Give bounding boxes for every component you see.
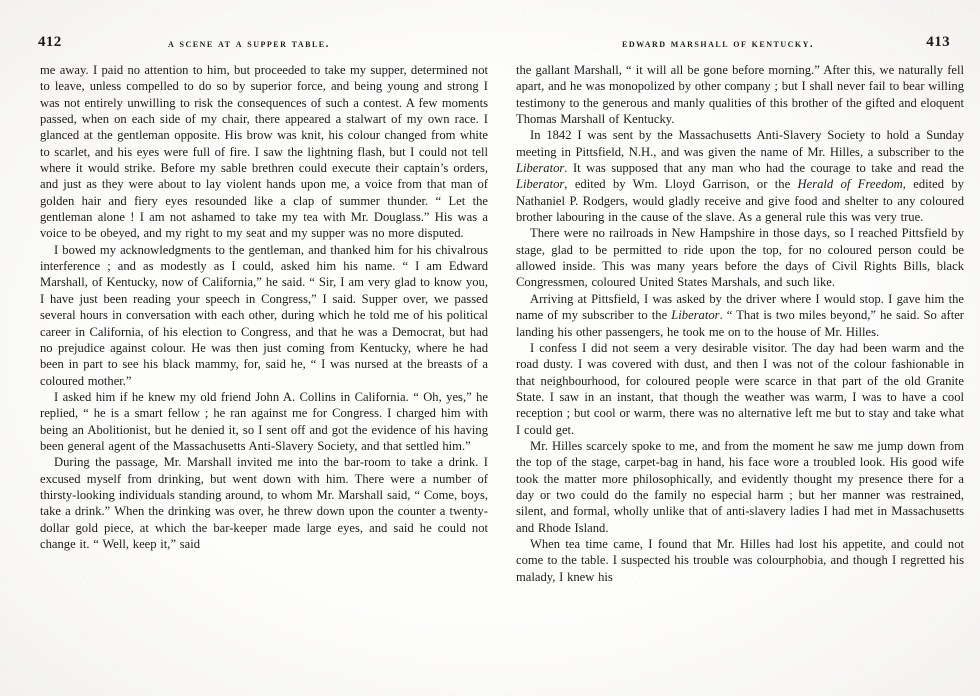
paragraph: In 1842 I was sent by the Massachusetts Anti-Slavery Society to hold a Sunday meeting in Pittsfield, N.H., and was given the name of Mr. Hilles, a subscriber to the Liberator. It was supposed that any man who had the courage to take and read the Liberator, edited by Wm. Lloyd Garrison, or the Herald of Freedom, edited by Nathaniel P. Rodgers, would gladly receive and give food and shelter to any coloured brother labouring in the cause of the slave. As a general rule this was very true. xyxy=(516,128,964,225)
paragraph: There were no railroads in New Hampshire in those days, so I reached Pittsfield by stage, glad to be permitted to ride upon the top, for no coloured person could be allowed inside. This was many years before the days of Civil Rights Bills, black Congressmen, coloured United States Marshals, and such like. xyxy=(516,226,964,290)
italic-title: Liberator xyxy=(516,177,565,192)
running-head-row xyxy=(0,34,980,56)
paragraph: the gallant Marshall, “ it will all be gone before morning.” After this, we naturally fell apart, and he was monopolized by other company ; but I shall never fail to bear willing testimony to the generous and manly qualities of this brother of the gifted and eloquent Thomas Marshall of Kentucky. xyxy=(516,63,964,127)
running-head-right: edward marshall of kentucky. xyxy=(622,38,815,50)
text-column-right xyxy=(516,62,964,696)
text-column-left xyxy=(40,62,488,696)
italic-title: Liberator xyxy=(516,161,565,176)
paragraph: me away. I paid no attention to him, but proceeded to take my supper, determined not to leave, unless compelled to do so by superior force, and being young and strong I was not entirely unwilling to risk the consequences of such a contest. A few moments passed, when on each side of my chair, there appeared a stalwart of my own race. I glanced at the gentleman opposite. His brow was knit, his colour changed from white to scarlet, and his eyes were full of fire. I saw the lightning flash, but I could not tell where it would strike. Before my sable brethren could execute their captain’s orders, and just as they were about to lay violent hands upon me, a voice from that man of golden hair and fiery eyes resounded like a clap of summer thunder. “ Let the gentleman alone ! I am not ashamed to take my tea with Mr. Douglass.” His was a voice to be obeyed, and my right to my seat and my supper was no more disputed. xyxy=(40,63,488,241)
paragraph: I asked him if he knew my old friend John A. Collins in California. “ Oh, yes,” he replied, “ he is a smart fellow ; he ran against me for Congress. I charged him with being an Abolitionist, but he denied it, so I sent off and got the evidence of his having been general agent of the Massachusetts Anti-Slavery Society, and that settled him.” xyxy=(40,389,488,453)
paragraph: Mr. Hilles scarcely spoke to me, and from the moment he saw me jump down from the top of the stage, carpet-bag in hand, his face wore a troubled look. His good wife took the matter more philosophically, and evidently thought my presence there for a day or two could do the family no especial harm ; but her manner was restrained, silent, and formal, wholly unlike that of anti-slavery ladies I had met in Massachusetts and Rhode Island. xyxy=(516,438,964,535)
italic-title: Herald of Freedom xyxy=(797,177,903,192)
paragraph: Arriving at Pittsfield, I was asked by the driver where I would stop. I gave him the name of my subscriber to the Liberator. “ That is two miles beyond,” he said. So after landing his other passengers, he took me on to the house of Mr. Hilles. xyxy=(516,291,964,339)
page-columns xyxy=(0,62,980,696)
page-number-left: 412 xyxy=(38,34,62,50)
paragraph: When tea time came, I found that Mr. Hilles had lost his appetite, and could not come to the table. I suspected his trouble was colourphobia, and though I regretted his malady, I knew his xyxy=(516,536,964,584)
paragraph: I confess I did not seem a very desirable visitor. The day had been warm and the road dusty. I was covered with dust, and then I was not of the colour fashionable in that neighbourhood, for coloured people were scarce in that part of the old Granite State. I saw in an instant, that though the weather was warm, I was to have a cool reception ; but cool or warm, there was no alternative left me but to stay and take what I could get. xyxy=(516,340,964,437)
page-number-right: 413 xyxy=(926,34,950,50)
running-head-left: a scene at a supper table. xyxy=(168,38,330,50)
italic-title: Liberator xyxy=(671,308,720,323)
paragraph: I bowed my acknowledgments to the gentleman, and thanked him for his chivalrous interference ; and as modestly as I could, asked him his name. “ I am Edward Marshall, of Kentucky, now of California,” he said. “ Sir, I am very glad to know you, I have just been reading your speech in Congress,” I said. Supper over, we passed several hours in conversation with each other, during which he told me of his political career in California, of his election to Congress, and that he was a Democrat, but had no prejudice against colour. He was then just coming from Kentucky, where he had been in part to see his black mammy, for, said he, “ I was nursed at the breasts of a coloured mother.” xyxy=(40,242,488,388)
paragraph: During the passage, Mr. Marshall invited me into the bar-room to take a drink. I excused myself from drinking, but went down with him. There were a number of thirsty-looking individuals standing around, to whom Mr. Marshall said, “ Come, boys, take a drink.” When the drinking was over, he threw down upon the counter a twenty-dollar gold piece, at which the bar-keeper made large eyes, and said he could not change it. “ Well, keep it,” said xyxy=(40,455,488,551)
